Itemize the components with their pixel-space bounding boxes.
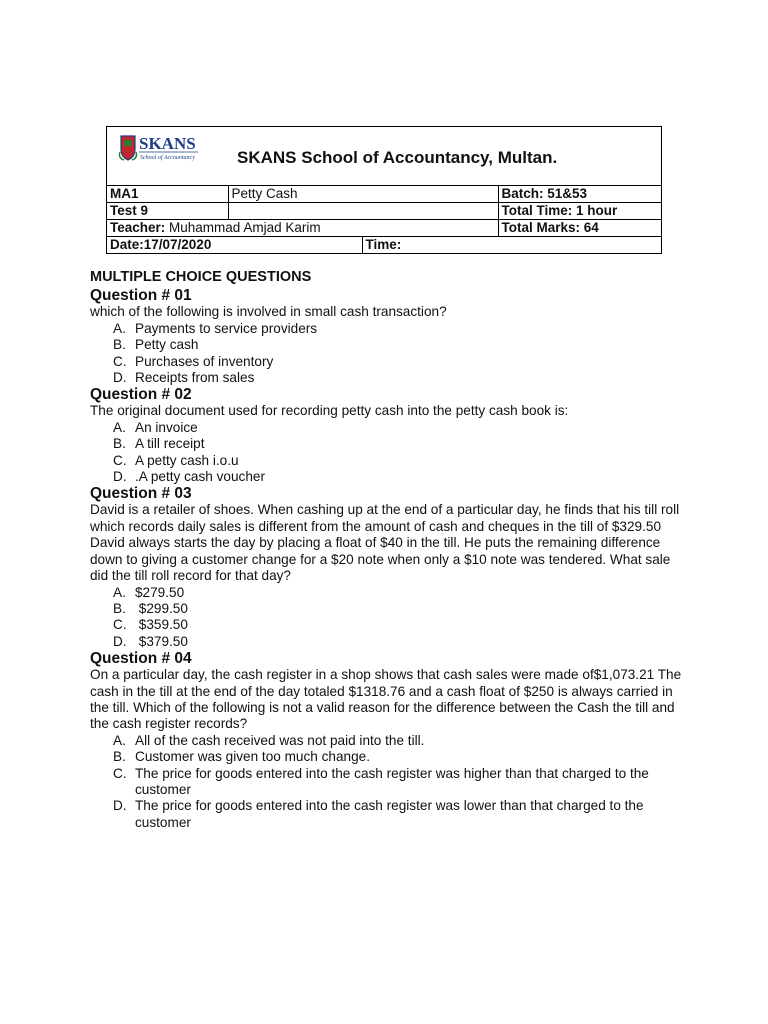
option-list — [90, 420, 690, 486]
option-letter: B. — [113, 436, 126, 452]
option-text: All of the cash received was not paid into the till. — [135, 732, 425, 748]
logo-wordmark: SKANS — [139, 134, 196, 153]
option-letter: D. — [113, 633, 127, 649]
total-marks: Total Marks: 64 — [498, 220, 661, 237]
option-item — [90, 617, 690, 633]
option-letter: D. — [113, 469, 127, 485]
option-item — [90, 634, 690, 650]
question-text: David is a retailer of shoes. When cashing up at the end of a particular day, he finds that his till roll which records daily sales is different from the amount of cash and cheques in the till of $329.50 David always starts the day by placing a float of $40 in the till. He puts the remaining difference down to giving a customer change for a $20 note when only a $10 note was tendered. What sale did the till roll record for that day? — [90, 502, 680, 584]
crest-icon — [118, 132, 200, 164]
option-text: An invoice — [135, 419, 198, 435]
option-letter: D. — [113, 370, 127, 386]
test-time: Time: — [362, 237, 661, 254]
option-item — [90, 766, 690, 799]
option-letter: C. — [113, 765, 127, 781]
option-text: $279.50 — [135, 584, 185, 600]
option-item — [90, 733, 690, 749]
option-item — [90, 370, 690, 386]
option-letter: A. — [113, 584, 126, 600]
option-letter: A. — [113, 732, 126, 748]
option-item — [90, 798, 690, 831]
question-block — [90, 386, 690, 485]
section-title: MULTIPLE CHOICE QUESTIONS — [90, 269, 312, 285]
option-item — [90, 354, 690, 370]
option-text: Receipts from sales — [135, 370, 255, 386]
school-logo — [118, 132, 200, 164]
question-text: which of the following is involved in small cash transaction? — [90, 304, 447, 320]
option-letter: B. — [113, 749, 126, 765]
option-item — [90, 585, 690, 601]
school-name: SKANS School of Accountancy, Multan. — [237, 148, 558, 167]
option-item — [90, 420, 690, 436]
option-text: Purchases of inventory — [135, 353, 274, 369]
question-title: Question # 04 — [90, 650, 192, 668]
logo-subtext: School of Accountancy — [140, 155, 195, 161]
question-block — [90, 485, 690, 650]
question-content — [90, 269, 690, 831]
option-item — [90, 453, 690, 469]
question-title: Question # 01 — [90, 287, 192, 305]
batch-info: Batch: 51&53 — [498, 186, 661, 203]
option-text: $379.50 — [135, 633, 188, 649]
header-title-row — [107, 127, 661, 186]
info-row — [107, 220, 661, 237]
option-item — [90, 337, 690, 353]
total-time: Total Time: 1 hour — [498, 203, 661, 220]
option-letter: A. — [113, 320, 126, 336]
option-text: .A petty cash voucher — [135, 469, 265, 485]
test-header — [106, 126, 662, 254]
option-letter: C. — [113, 353, 127, 369]
option-letter: C. — [113, 452, 127, 468]
teacher-name: Muhammad Amjad Karim — [165, 220, 321, 235]
question-block — [90, 287, 690, 386]
teacher-cell — [107, 220, 498, 237]
option-text: $359.50 — [135, 617, 188, 633]
option-list — [90, 733, 690, 831]
test-topic: Petty Cash — [228, 186, 498, 203]
option-letter: D. — [113, 798, 127, 814]
option-text: The price for goods entered into the cash register was higher than that charged to the customer — [135, 765, 649, 797]
option-list — [90, 585, 690, 651]
question-text: On a particular day, the cash register in a shop shows that cash sales were made of$1,073.21 The cash in the till at the end of the day totaled $1318.76 and a cash float of $250 is always carried in the till. Which of the following is not a valid reason for the difference between the Cash the till and the cash register records? — [90, 667, 682, 732]
option-text: Customer was given too much change. — [135, 749, 370, 765]
option-text: Petty cash — [135, 337, 199, 353]
option-item — [90, 749, 690, 765]
question-block — [90, 650, 690, 831]
option-item — [90, 321, 690, 337]
teacher-label: Teacher: — [110, 220, 166, 235]
question-text: The original document used for recording petty cash into the petty cash book is: — [90, 403, 569, 419]
option-text: The price for goods entered into the cash register was lower than that charged to the customer — [135, 798, 644, 830]
option-text: Payments to service providers — [135, 320, 318, 336]
info-row — [107, 203, 661, 220]
option-text: A till receipt — [135, 436, 205, 452]
info-row — [107, 237, 661, 254]
option-item — [90, 469, 690, 485]
test-date: Date:17/07/2020 — [107, 237, 362, 254]
option-letter: C. — [113, 617, 127, 633]
option-item — [90, 436, 690, 452]
option-letter: B. — [113, 337, 126, 353]
empty-cell — [228, 203, 498, 220]
test-number: Test 9 — [107, 203, 228, 220]
option-text: A petty cash i.o.u — [135, 452, 239, 468]
test-info-table — [107, 186, 661, 253]
option-letter: B. — [113, 600, 126, 616]
option-text: $299.50 — [135, 600, 188, 616]
question-title: Question # 03 — [90, 485, 192, 503]
question-title: Question # 02 — [90, 386, 192, 404]
course-code: MA1 — [107, 186, 228, 203]
option-list — [90, 321, 690, 387]
info-row — [107, 186, 661, 203]
option-item — [90, 601, 690, 617]
option-letter: A. — [113, 419, 126, 435]
